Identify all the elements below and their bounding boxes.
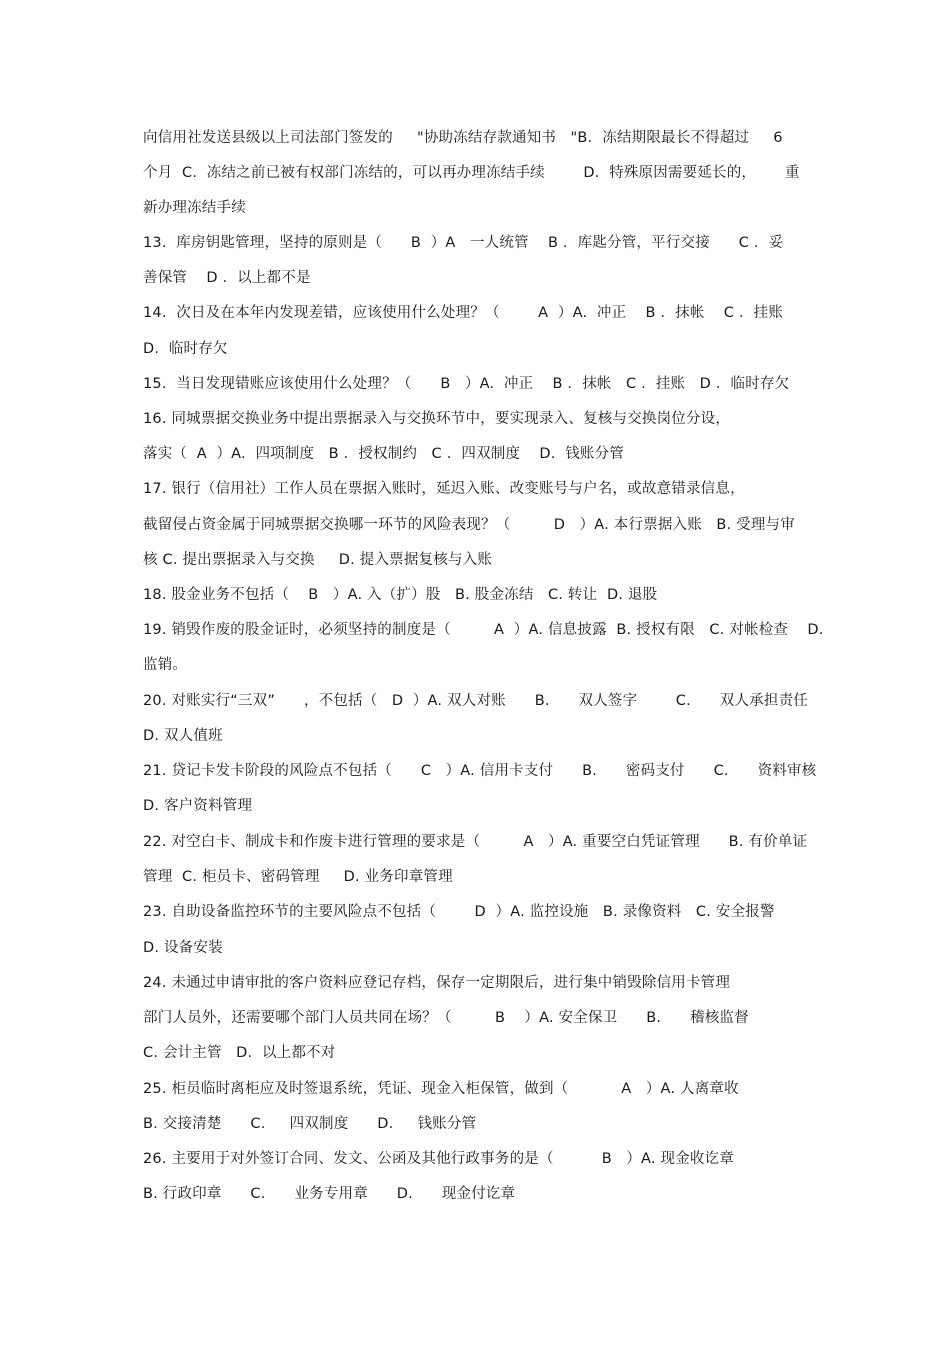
question-25: 25. 柜员临时离柜应及时签退系统，凭证、现金入柜保管，做到（ A ）A. 人离章收 bbox=[143, 1081, 739, 1097]
text-line: 核 C. 提出票据录入与交换 D. 提入票据复核与入账 bbox=[143, 552, 493, 568]
question-20: 20. 对账实行“三双” ，不包括（ D ）A. 双人对账 B. 双人签字 C. 双人承担责任 bbox=[143, 693, 808, 709]
question-22: 22. 对空白卡、制成卡和作废卡进行管理的要求是（ A ）A. 重要空白凭证管理 B. 有价单证 bbox=[143, 834, 808, 850]
question-23: 23. 自助设备监控环节的主要风险点不包括（ D ）A. 监控设施 B. 录像资料 C. 安全报警 bbox=[143, 904, 775, 920]
question-14: 14. 次日及在本年内发现差错，应该使用什么处理？（ A ）A. 冲正 B ．抹帐 C ．挂账 bbox=[143, 305, 784, 321]
text-line: C. 会计主管 D. 以上都不对 bbox=[143, 1045, 336, 1061]
question-13: 13. 库房钥匙管理，坚持的原则是（ B ）A 一人统管 B ．库匙分管，平行交接 C ．妥 bbox=[143, 235, 784, 251]
text-line: B. 行政印章 C. 业务专用章 D. 现金付讫章 bbox=[143, 1186, 516, 1202]
text-line: 个月 C. 冻结之前已被有权部门冻结的，可以再办理冻结手续 D. 特殊原因需要延长的， 重 bbox=[143, 165, 800, 181]
question-17: 17. 银行（信用社）工作人员在票据入账时，延迟入账、改变账号与户名，或故意错录信息， bbox=[143, 481, 745, 497]
text-line: B. 交接清楚 C. 四双制度 D. 钱账分管 bbox=[143, 1116, 477, 1132]
text-line: 监销。 bbox=[143, 657, 188, 673]
question-26: 26. 主要用于对外签订合同、发文、公函及其他行政事务的是（ B ）A. 现金收讫章 bbox=[143, 1151, 735, 1167]
text-line: D. 设备安装 bbox=[143, 940, 223, 956]
question-18: 18. 股金业务不包括（ B ）A. 入（扩）股 B. 股金冻结 C. 转让 D. 退股 bbox=[143, 587, 658, 603]
text-line: 截留侵占资金属于同城票据交换哪一环节的风险表现？（ D ）A. 本行票据入账 B. 受理与审 bbox=[143, 517, 795, 533]
text-line: 向信用社发送县级以上司法部门签发的 "协助冻结存款通知书 "B．冻结期限最长不得超过 6 bbox=[143, 130, 783, 146]
question-16: 16. 同城票据交换业务中提出票据录入与交换环节中，要实现录入、复核与交换岗位分设， bbox=[143, 411, 731, 427]
text-line: 落实（ A ）A. 四项制度 B ．授权制约 C ．四双制度 D. 钱账分管 bbox=[143, 446, 625, 462]
text-line: D. 双人值班 bbox=[143, 728, 223, 744]
text-line: 新办理冻结手续 bbox=[143, 200, 246, 216]
question-15: 15. 当日发现错账应该使用什么处理？（ B ）A. 冲正 B ．抹帐 C ．挂账 D ．临时存欠 bbox=[143, 376, 790, 392]
text-line: D. 临时存欠 bbox=[143, 341, 228, 357]
text-line: D. 客户资料管理 bbox=[143, 798, 253, 814]
text-line: 部门人员外，还需要哪个部门人员共同在场？（ B ）A. 安全保卫 B. 稽核监督 bbox=[143, 1010, 749, 1026]
question-24: 24. 未通过申请审批的客户资料应登记存档，保存一定期限后，进行集中销毁除信用卡管理 bbox=[143, 975, 731, 991]
text-line: 善保管 D ．以上都不是 bbox=[143, 270, 311, 286]
question-21: 21. 贷记卡发卡阶段的风险点不包括（ C ）A. 信用卡支付 B. 密码支付 C. 资料审核 bbox=[143, 763, 817, 779]
text-line: 管理 C. 柜员卡、密码管理 D. 业务印章管理 bbox=[143, 869, 453, 885]
question-19: 19. 销毁作废的股金证时，必须坚持的制度是（ A ）A. 信息披露 B. 授权有限 C. 对帐检查 D. bbox=[143, 622, 824, 638]
